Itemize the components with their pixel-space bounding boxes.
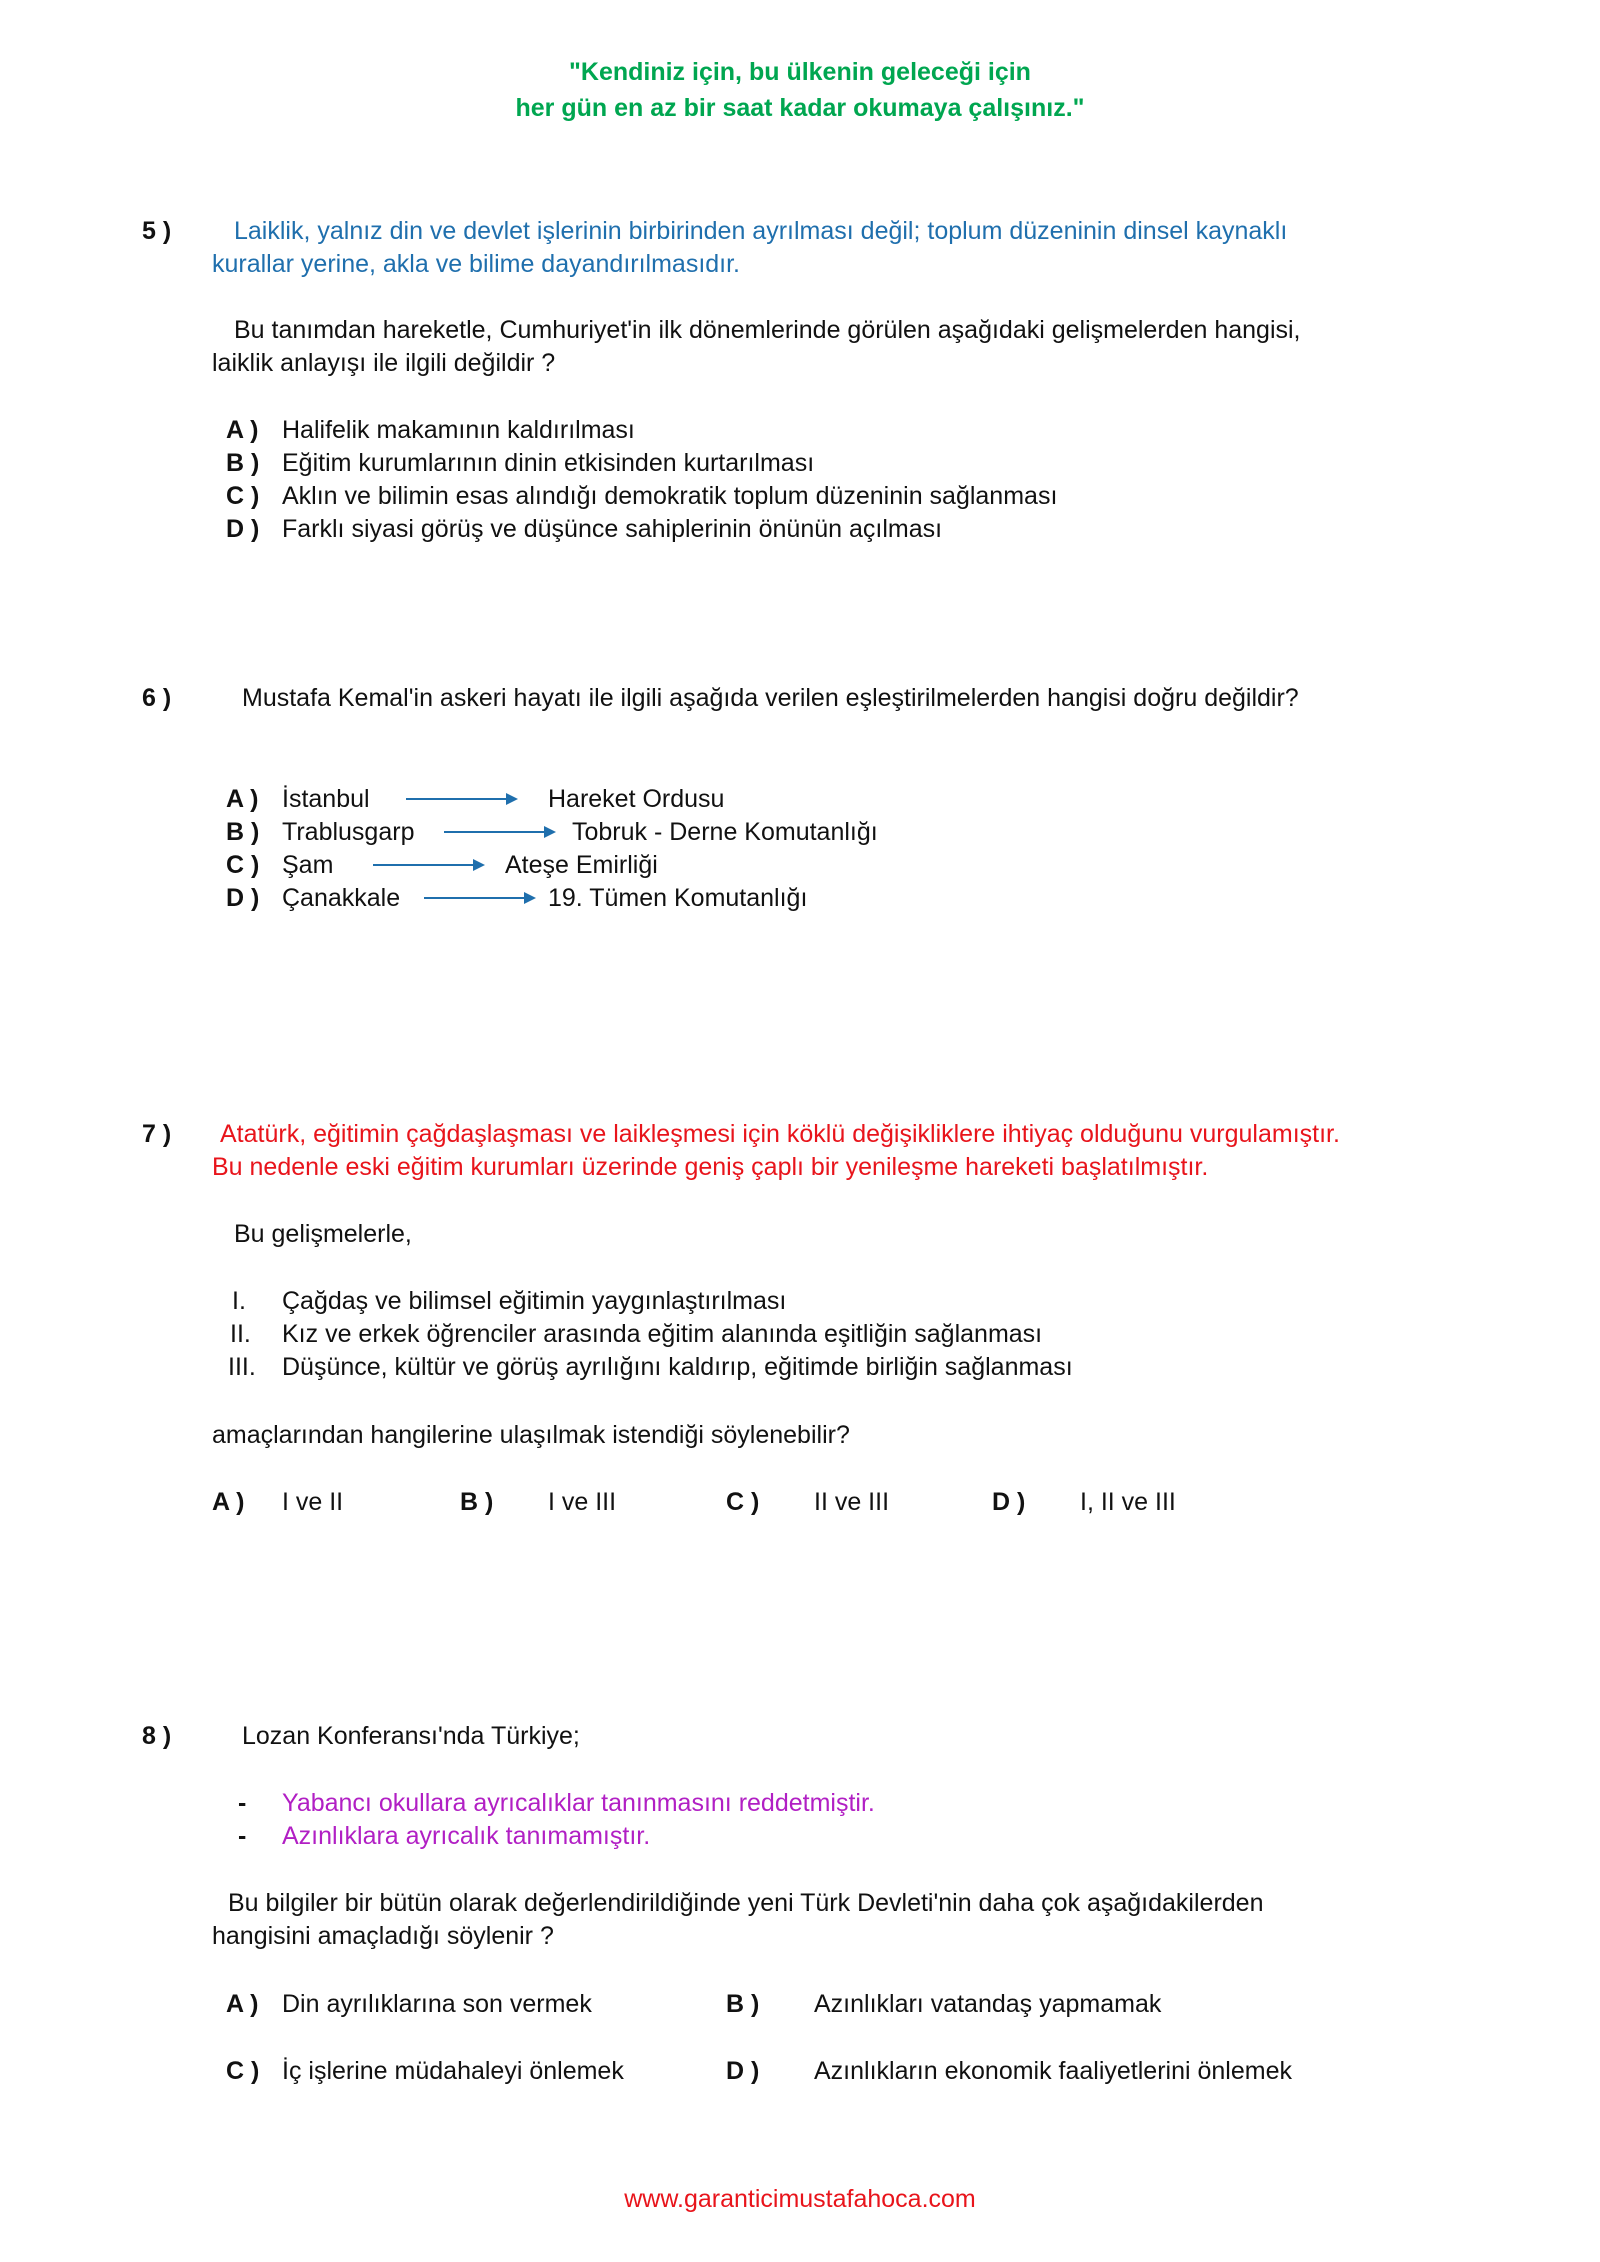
option-text: I, II ve III xyxy=(1080,1488,1176,1516)
option-text: Eğitim kurumlarının dinin etkisinden kurtarılması xyxy=(282,449,815,477)
option-text: Aklın ve bilimin esas alındığı demokratik toplum düzeninin sağlanması xyxy=(282,482,1058,510)
question-prompt-line-1: Bu tanımdan hareketle, Cumhuriyet'in ilk dönemlerinde görülen aşağıdaki gelişmelerden hangisi, xyxy=(234,316,1301,344)
bullet-marker: - xyxy=(238,1789,247,1817)
question-prompt: amaçlarından hangilerine ulaşılmak istendiği söylenebilir? xyxy=(212,1421,850,1449)
option-text: Azınlıkların ekonomik faaliyetlerini önlemek xyxy=(814,2057,1292,2085)
question-prompt-line-2: laiklik anlayışı ile ilgili değildir ? xyxy=(212,349,556,377)
option-letter: A ) xyxy=(226,416,259,444)
question-number: 7 ) xyxy=(142,1120,172,1148)
option-text: Azınlıkları vatandaş yapmamak xyxy=(814,1990,1162,2018)
statement-text: Düşünce, kültür ve görüş ayrılığını kaldırıp, eğitimde birliğin sağlanması xyxy=(282,1353,1073,1381)
bullet-marker: - xyxy=(238,1822,247,1850)
option-right-text: 19. Tümen Komutanlığı xyxy=(548,884,808,912)
option-letter: C ) xyxy=(226,851,260,879)
option-letter: C ) xyxy=(726,1488,760,1516)
option-letter: B ) xyxy=(726,1990,760,2018)
option-right-text: Ateşe Emirliği xyxy=(505,851,658,879)
roman-numeral: II. xyxy=(230,1320,251,1348)
statement-text: Kız ve erkek öğrenciler arasında eğitim alanında eşitliğin sağlanması xyxy=(282,1320,1043,1348)
question-prompt-line-2: hangisini amaçladığı söylenir ? xyxy=(212,1922,554,1950)
right-arrow-icon xyxy=(424,890,536,906)
option-left-text: Şam xyxy=(282,851,334,879)
option-left-text: Trablusgarp xyxy=(282,818,415,846)
question-intro: Lozan Konferansı'nda Türkiye; xyxy=(242,1722,580,1750)
option-text: II ve III xyxy=(814,1488,890,1516)
header-quote-line-2: her gün en az bir saat kadar okumaya çalışınız." xyxy=(515,94,1085,122)
bullet-text: Yabancı okullara ayrıcalıklar tanınmasını reddetmiştir. xyxy=(282,1789,875,1817)
option-letter: D ) xyxy=(726,2057,760,2085)
right-arrow-icon xyxy=(373,857,485,873)
option-left-text: İstanbul xyxy=(282,785,370,813)
option-letter: C ) xyxy=(226,482,260,510)
option-letter: B ) xyxy=(226,818,260,846)
option-text: I ve II xyxy=(282,1488,344,1516)
question-text-line-1: Laiklik, yalnız din ve devlet işlerinin birbirinden ayrılması değil; toplum düzeninin dinsel kaynaklı xyxy=(234,217,1288,245)
question-number: 5 ) xyxy=(142,217,172,245)
option-left-text: Çanakkale xyxy=(282,884,401,912)
option-letter: D ) xyxy=(226,884,260,912)
question-text-line-2: Bu nedenle eski eğitim kurumları üzerinde geniş çaplı bir yenileşme hareketi başlatılmıştır. xyxy=(212,1153,1209,1181)
option-letter: D ) xyxy=(992,1488,1026,1516)
bullet-text: Azınlıklara ayrıcalık tanımamıştır. xyxy=(282,1822,651,1850)
option-letter: A ) xyxy=(226,785,259,813)
option-letter: D ) xyxy=(226,515,260,543)
option-text: Din ayrılıklarına son vermek xyxy=(282,1990,592,2018)
option-letter: C ) xyxy=(226,2057,260,2085)
option-text: Halifelik makamının kaldırılması xyxy=(282,416,635,444)
option-right-text: Hareket Ordusu xyxy=(548,785,725,813)
roman-numeral: I. xyxy=(232,1287,246,1315)
option-letter: B ) xyxy=(460,1488,494,1516)
question-intro: Bu gelişmelerle, xyxy=(234,1220,412,1248)
option-letter: A ) xyxy=(226,1990,259,2018)
option-right-text: Tobruk - Derne Komutanlığı xyxy=(572,818,878,846)
right-arrow-icon xyxy=(444,824,556,840)
option-letter: B ) xyxy=(226,449,260,477)
question-prompt: Mustafa Kemal'in askeri hayatı ile ilgili aşağıda verilen eşleştirilmelerden hangisi doğru değildir? xyxy=(242,684,1299,712)
statement-text: Çağdaş ve bilimsel eğitimin yaygınlaştırılması xyxy=(282,1287,787,1315)
question-number: 6 ) xyxy=(142,684,172,712)
option-text: I ve III xyxy=(548,1488,617,1516)
option-text: Farklı siyasi görüş ve düşünce sahiplerinin önünün açılması xyxy=(282,515,943,543)
header-quote-line-1: "Kendiniz için, bu ülkenin geleceği için xyxy=(569,58,1031,86)
option-letter: A ) xyxy=(212,1488,245,1516)
question-number: 8 ) xyxy=(142,1722,172,1750)
question-prompt-line-1: Bu bilgiler bir bütün olarak değerlendirildiğinde yeni Türk Devleti'nin daha çok aşağıdakilerden xyxy=(228,1889,1264,1917)
right-arrow-icon xyxy=(406,791,518,807)
question-text-line-1: Atatürk, eğitimin çağdaşlaşması ve laikleşmesi için köklü değişikliklere ihtiyaç olduğunu vurgulamıştır. xyxy=(220,1120,1340,1148)
footer-url[interactable]: www.garanticimustafahoca.com xyxy=(624,2185,976,2213)
option-text: İç işlerine müdahaleyi önlemek xyxy=(282,2057,624,2085)
roman-numeral: III. xyxy=(228,1353,256,1381)
question-text-line-2: kurallar yerine, akla ve bilime dayandırılmasıdır. xyxy=(212,250,741,278)
